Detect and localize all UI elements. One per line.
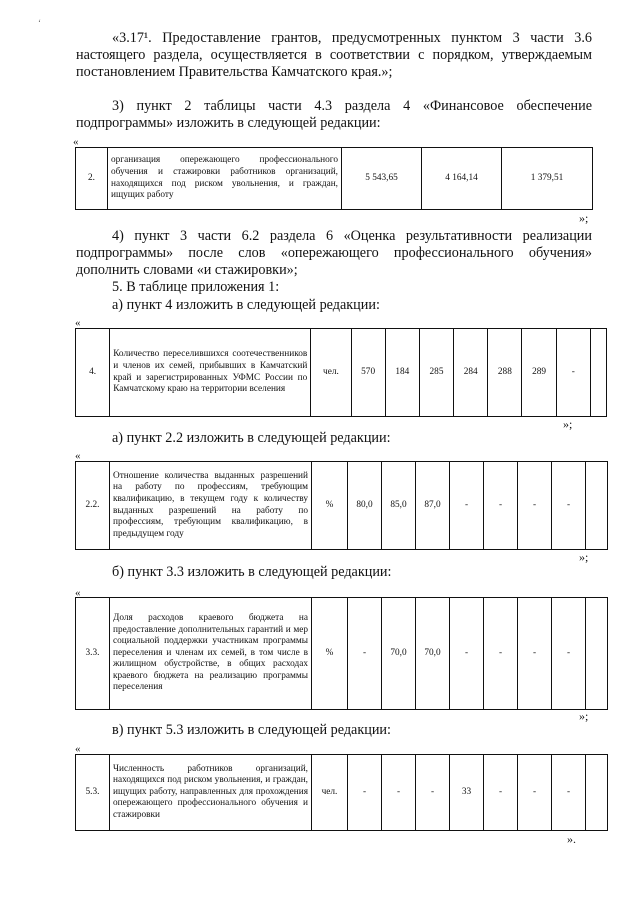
table2-open-quote: «: [75, 317, 81, 329]
value-cell: 85,0: [382, 462, 416, 550]
value-cell: -: [556, 329, 590, 417]
value-cell: 288: [488, 329, 522, 417]
value-cell: 570: [351, 329, 385, 417]
row-number: 5.3.: [76, 755, 110, 831]
table3-close-quote: »;: [579, 550, 589, 564]
row-number: 3.3.: [76, 598, 110, 710]
value-cell: -: [348, 755, 382, 831]
value-cell: 87,0: [416, 462, 450, 550]
table2-close-quote: »;: [563, 417, 573, 431]
value-2: 4 164,14: [422, 148, 502, 210]
row-text: Доля расходов краевого бюджета на предоставление дополнительных гарантий и мер социальной поддержки участникам программы переселения и членам их семей, в том числе в жилищном обустройстве, в общих расходах краевого бюджета на реализацию программы переселения: [110, 598, 312, 710]
table1-close-quote: »;: [579, 211, 589, 225]
row-unit: чел.: [312, 755, 348, 831]
value-cell: -: [450, 462, 484, 550]
value-cell: -: [552, 598, 586, 710]
blank-cell: [586, 755, 608, 831]
label-v-item-5-3: в) пункт 5.3 изложить в следующей редакции:: [112, 722, 391, 738]
table4-close-quote: »;: [579, 709, 589, 723]
value-cell: -: [348, 598, 382, 710]
paragraph-3-17: «3.17¹. Предоставление грантов, предусмотренных пунктом 3 части 3.6 настоящего раздела, осуществляется в соответствии с порядком, утверждаемым постановлением Правительства Камчатского края.»;: [76, 30, 592, 80]
value-1: 5 543,65: [342, 148, 422, 210]
value-cell: 70,0: [382, 598, 416, 710]
row-number: 4.: [76, 329, 110, 417]
value-cell: -: [518, 755, 552, 831]
label-b-item-3-3: б) пункт 3.3 изложить в следующей редакции:: [112, 564, 392, 580]
corner-mark: ʻ: [38, 18, 41, 28]
paragraph-item-3: 3) пункт 2 таблицы части 4.3 раздела 4 «Финансовое обеспечение подпрограммы» изложить в следующей редакции:: [76, 98, 592, 131]
label-a-item-4: а) пункт 4 изложить в следующей редакции:: [112, 297, 380, 313]
value-cell: -: [382, 755, 416, 831]
table5-open-quote: «: [75, 743, 81, 755]
value-cell: -: [484, 462, 518, 550]
value-3: 1 379,51: [502, 148, 593, 210]
table5-close-quote: ».: [567, 832, 576, 846]
value-cell: -: [518, 462, 552, 550]
row-unit: чел.: [311, 329, 351, 417]
row-text: Численность работников организаций, находящихся под риском увольнения, и граждан, ищущих работу, направленных для прохождения опережающего профессионального обучения и стажировки: [110, 755, 312, 831]
value-cell: 289: [522, 329, 556, 417]
row-unit: %: [312, 462, 348, 550]
value-cell: 284: [454, 329, 488, 417]
row-text: Количество переселившихся соотечественников и членов их семей, прибывших в Камчатский край и зарегистрированных УФМС России по Камчатскому краю на территории вселения: [110, 329, 311, 417]
row-text: организация опережающего профессионального обучения и стажировки работников организаций, находящихся под риском увольнения, и граждан, ищущих работу: [108, 148, 342, 210]
row-unit: %: [312, 598, 348, 710]
value-cell: 184: [385, 329, 419, 417]
label-a-item-2-2: а) пункт 2.2 изложить в следующей редакции:: [112, 430, 391, 446]
table-indicator-2-2: [75, 461, 608, 550]
table-financing: [75, 147, 593, 210]
value-cell: -: [484, 598, 518, 710]
row-text: Отношение количества выданных разрешений на работу по профессиям, требующим квалификацию, в текущем году к количеству выданных разрешений на работу по профессиям, требующим квалификацию, в предыдущем году: [110, 462, 312, 550]
value-cell: -: [552, 755, 586, 831]
table-indicator-5-3: [75, 754, 608, 831]
value-cell: -: [416, 755, 450, 831]
table-indicator-4: [75, 328, 607, 417]
paragraph-item-4: 4) пункт 3 части 6.2 раздела 6 «Оценка результативности реализации подпрограммы» после слов «опережающего профессионального обучения» дополнить словами «и стажировки»;: [76, 228, 592, 278]
value-cell: 285: [419, 329, 453, 417]
blank-cell: [590, 329, 606, 417]
blank-cell: [586, 598, 608, 710]
table-indicator-3-3: [75, 597, 608, 710]
value-cell: 80,0: [348, 462, 382, 550]
paragraph-item-5: 5. В таблице приложения 1:: [112, 279, 280, 295]
value-cell: -: [484, 755, 518, 831]
table1-open-quote: «: [73, 136, 79, 148]
value-cell: 70,0: [416, 598, 450, 710]
table3-open-quote: «: [75, 450, 81, 462]
blank-cell: [586, 462, 608, 550]
row-number: 2.2.: [76, 462, 110, 550]
value-cell: -: [450, 598, 484, 710]
value-cell: -: [552, 462, 586, 550]
value-cell: -: [518, 598, 552, 710]
table4-open-quote: «: [75, 587, 81, 599]
value-cell: 33: [450, 755, 484, 831]
row-number: 2.: [76, 148, 108, 210]
